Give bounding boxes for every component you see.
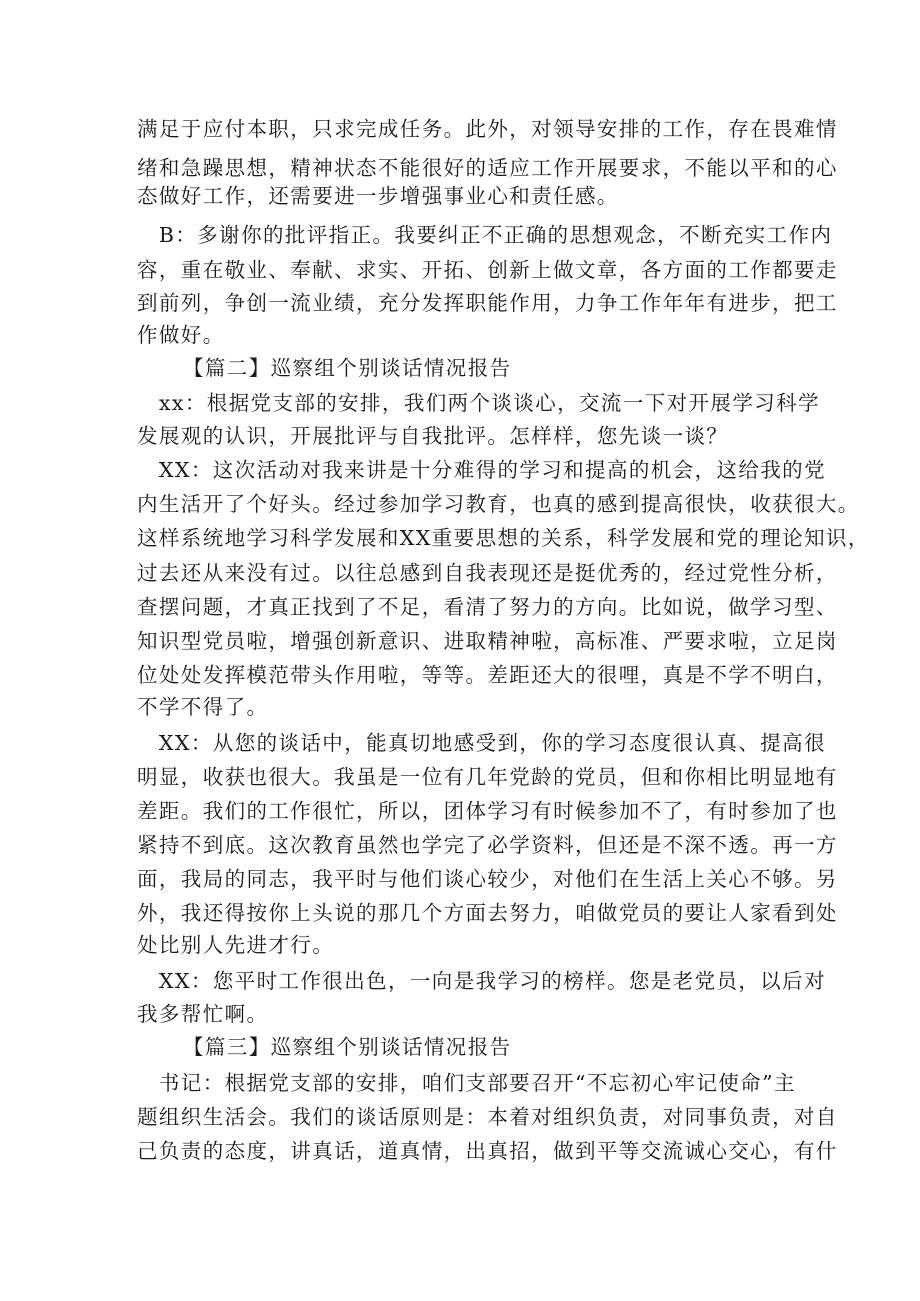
text-line: 态做好工作，还需要进一步增强事业心和责任感。: [137, 184, 619, 208]
text-line: 不学不得了。: [137, 695, 269, 719]
text-line: 内生活开了个好头。经过参加学习教育，也真的感到提高很快，收获很大。: [137, 492, 860, 516]
text-line: 这样系统地学习科学发展和XX重要思想的关系，科学发展和党的理论知识，: [137, 526, 870, 550]
text-line: 面，我局的同志，我平时与他们谈心较少，对他们在生活上关心不够。另: [137, 867, 838, 891]
text-line: 到前列，争创一流业绩，充分发挥职能作用，力争工作年年有进步，把工: [137, 291, 838, 315]
text-line: 处比别人先进才行。: [137, 933, 335, 957]
text-line: 查摆问题，才真正找到了不足，看清了努力的方向。比如说，做学习型、: [137, 595, 838, 619]
text-line: 发展观的认识，开展批评与自我批评。怎样样，您先谈一谈？: [137, 424, 729, 448]
text-line: 容，重在敬业、奉献、求实、开拓、创新上做文章，各方面的工作都要走: [137, 258, 838, 282]
text-line: B：多谢你的批评指正。我要纠正不正确的思想观念，不断充实工作内: [137, 223, 833, 247]
text-line: 满足于应付本职，只求完成任务。此外，对领导安排的工作，存在畏难情: [137, 117, 838, 141]
text-line: xx：根据党支部的安排，我们两个谈谈心，交流一下对开展学习科学: [137, 391, 820, 415]
text-line: 外，我还得按你上头说的那几个方面去努力，咱做党员的要让人家看到处: [137, 901, 838, 925]
text-line: 位处处发挥模范带头作用啦，等等。差距还大的很哩，真是不学不明白，: [137, 663, 838, 687]
section-heading-2: 【篇二】巡察组个别谈话情况报告: [183, 356, 512, 380]
text-line: 作做好。: [137, 323, 225, 347]
text-line: 过去还从来没有过。以往总感到自我表现还是挺优秀的，经过党性分析，: [137, 561, 838, 585]
text-line: 题组织生活会。我们的谈话原则是：本着对组织负责，对同事负责，对自: [137, 1105, 838, 1129]
text-line: XX：您平时工作很出色，一向是我学习的榜样。您是老党员，以后对: [137, 969, 826, 993]
text-line: 我多帮忙啊。: [137, 1002, 269, 1026]
text-line: 明显，收获也很大。我虽是一位有几年党龄的党员，但和你相比明显地有: [137, 765, 838, 789]
text-line: 差距。我们的工作很忙，所以，团体学习有时候参加不了，有时参加了也: [137, 799, 838, 823]
text-line: 己负责的态度，讲真话，道真情，出真招，做到平等交流诚心交心，有什: [137, 1139, 838, 1163]
text-line: 紧持不到底。这次教育虽然也学完了必学资料，但还是不深不透。再一方: [137, 833, 838, 857]
text-line: 书记：根据党支部的安排，咱们支部要召开“不忘初心牢记使命”主: [137, 1071, 796, 1095]
text-line: 知识型党员啦，增强创新意识、进取精神啦，高标准、严要求啦，立足岗: [137, 629, 838, 653]
text-line: 绪和急躁思想，精神状态不能很好的适应工作开展要求，不能以平和的心: [137, 156, 838, 180]
text-line: XX：这次活动对我来讲是十分难得的学习和提高的机会，这给我的党: [137, 458, 826, 482]
section-heading-3: 【篇三】巡察组个别谈话情况报告: [183, 1035, 512, 1059]
text-line: XX：从您的谈话中，能真切地感受到，你的学习态度很认真、提高很: [137, 731, 826, 755]
